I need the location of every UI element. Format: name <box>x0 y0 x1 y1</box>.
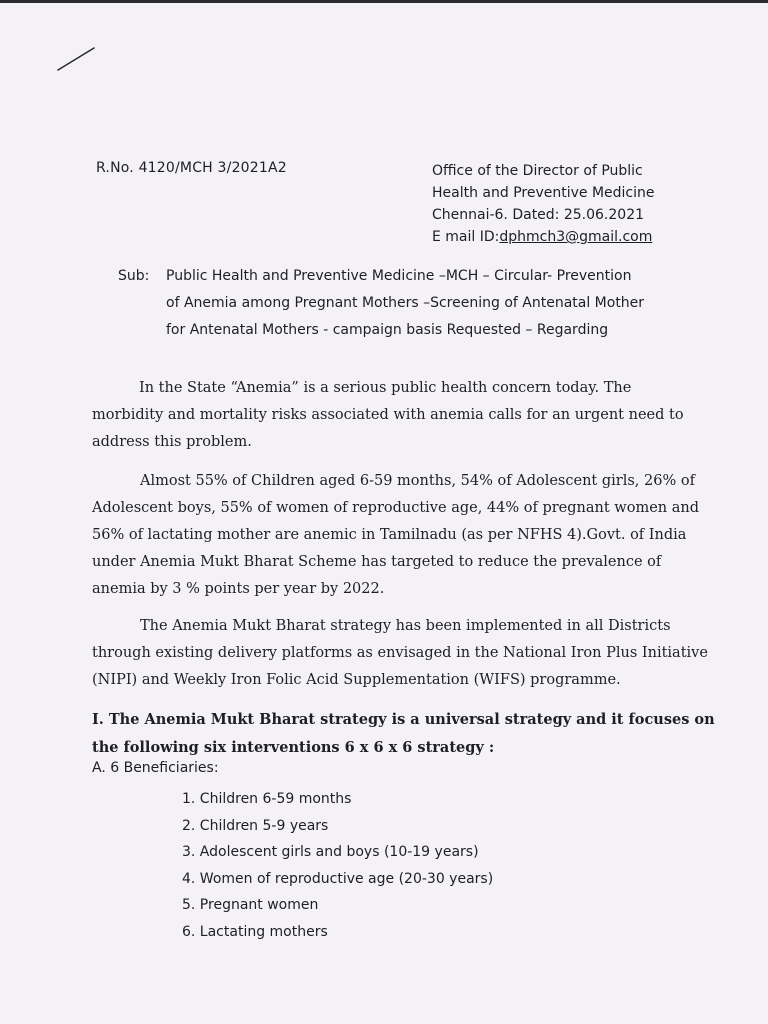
office-line-1: Office of the Director of Public <box>432 163 643 179</box>
paragraph-line: Almost 55% of Children aged 6-59 months, 54% of Adolescent girls, 26% of <box>140 473 695 489</box>
section-heading <box>92 706 715 762</box>
beneficiaries-title: A. 6 Beneficiaries: <box>92 760 219 776</box>
top-border <box>0 0 768 3</box>
subject-line-3: for Antenatal Mothers - campaign basis Requested – Regarding <box>166 322 609 338</box>
paragraph-line: morbidity and mortality risks associated with anemia calls for an urgent need to <box>92 407 684 423</box>
paragraph-line: (NIPI) and Weekly Iron Folic Acid Supplementation (WIFS) programme. <box>92 672 621 688</box>
office-line-3: Chennai-6. Dated: 25.06.2021 <box>432 207 645 223</box>
subject-line-1: Public Health and Preventive Medicine –MCH – Circular- Prevention <box>166 268 632 284</box>
paragraph-line: In the State “Anemia” is a serious public health concern today. The <box>139 380 632 396</box>
reference-number: R.No. 4120/MCH 3/2021A2 <box>96 160 287 176</box>
paragraph-1 <box>92 375 712 456</box>
paragraph-line: through existing delivery platforms as envisaged in the National Iron Plus Initiative <box>92 645 708 661</box>
subject-label: Sub: <box>118 268 150 284</box>
paragraph-line: The Anemia Mukt Bharat strategy has been implemented in all Districts <box>140 618 671 634</box>
pen-mark-icon <box>56 46 96 72</box>
subject-text <box>166 263 746 344</box>
office-line-2: Health and Preventive Medicine <box>432 185 655 201</box>
office-email-line <box>432 226 655 248</box>
paragraph-line: under Anemia Mukt Bharat Scheme has targeted to reduce the prevalence of <box>92 554 662 570</box>
paragraph-2 <box>92 468 712 603</box>
heading-line-2: the following six interventions 6 x 6 x 6 strategy : <box>92 739 495 756</box>
list-item: 5. Pregnant women <box>182 897 319 913</box>
list-item: 2. Children 5-9 years <box>182 817 329 834</box>
paragraph-line: 56% of lactating mother are anemic in Tamilnadu (as per NFHS 4).Govt. of India <box>92 527 687 543</box>
list-item: 3. Adolescent girls and boys (10-19 years) <box>182 844 479 860</box>
beneficiaries-list <box>182 786 493 945</box>
subject-line-2: of Anemia among Pregnant Mothers –Screening of Antenatal Mother <box>166 295 645 311</box>
heading-line-1: I. The Anemia Mukt Bharat strategy is a universal strategy and it focuses on <box>92 711 715 728</box>
email-address: dphmch3@gmail.com <box>499 229 653 245</box>
email-label: E mail ID: <box>432 229 500 245</box>
paragraph-line: address this problem. <box>92 434 252 450</box>
office-address <box>432 160 655 248</box>
list-item: 1. Children 6-59 months <box>182 791 352 807</box>
paragraph-line: Adolescent boys, 55% of women of reproductive age, 44% of pregnant women and <box>92 500 699 516</box>
paragraph-line: anemia by 3 % points per year by 2022. <box>92 581 385 597</box>
paragraph-3 <box>92 613 712 694</box>
list-item: 4. Women of reproductive age (20-30 years) <box>182 870 494 887</box>
list-item: 6. Lactating mothers <box>182 923 328 940</box>
